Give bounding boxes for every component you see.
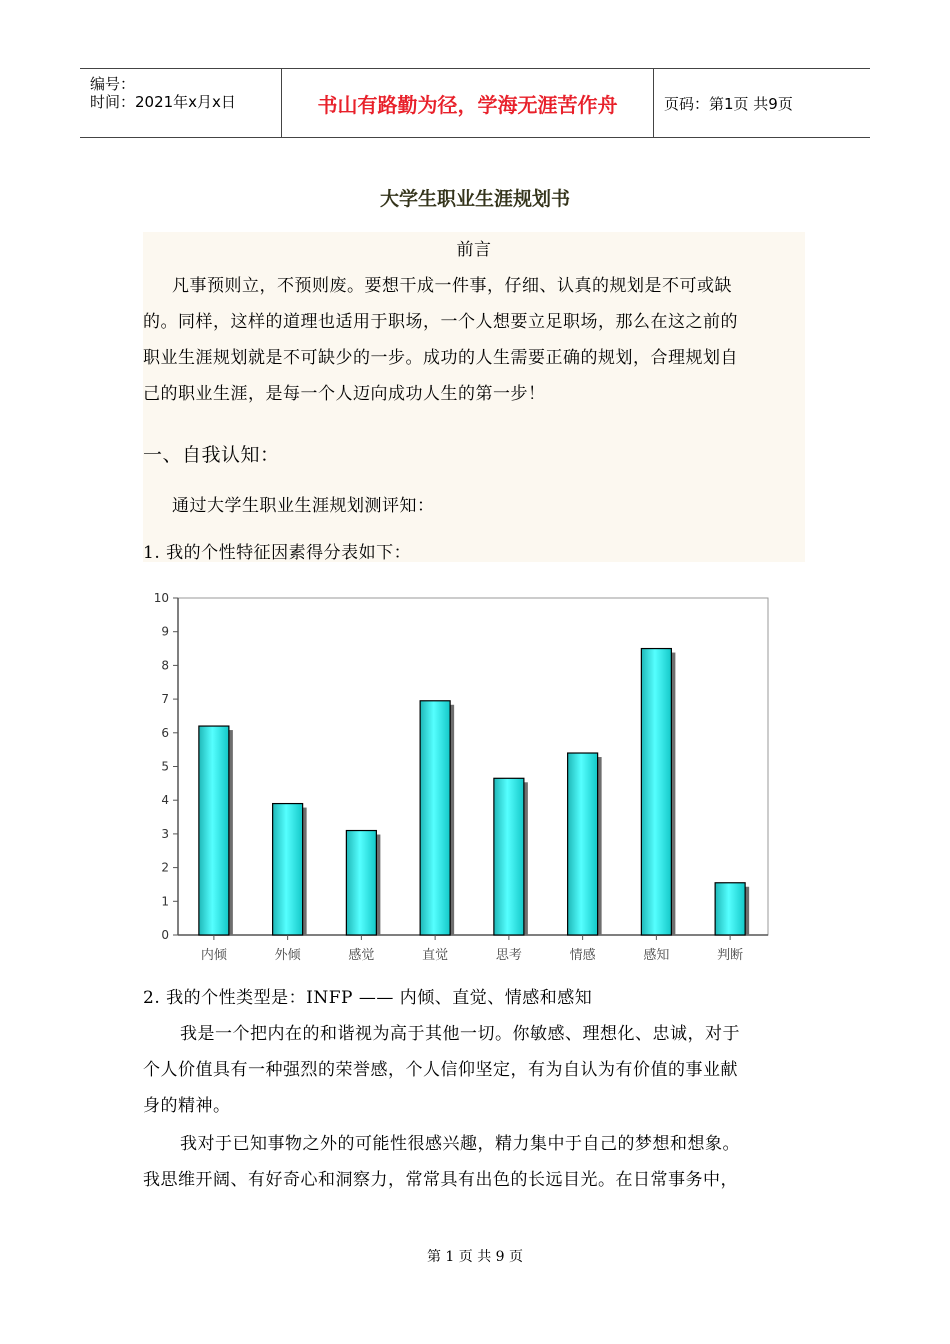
x-tick-label: 判断	[717, 948, 744, 963]
y-tick-label: 7	[161, 692, 169, 707]
x-tick-label: 外倾	[274, 948, 301, 963]
bar	[199, 726, 229, 935]
bar	[494, 778, 524, 935]
y-tick-label: 4	[161, 793, 169, 808]
x-tick-label: 内倾	[200, 948, 227, 963]
bar	[346, 831, 376, 935]
document-title: 大学生职业生涯规划书	[379, 188, 570, 210]
bar	[715, 883, 745, 935]
header-page-code: 页码：第1页 共9页	[664, 95, 793, 113]
preface-heading: 前言	[456, 240, 492, 260]
paragraph-line: 我对于已知事物之外的可能性很感兴趣，精力集中于自己的梦想和想象。	[180, 1134, 740, 1154]
y-tick-label: 10	[153, 591, 169, 605]
header-table	[80, 68, 870, 138]
y-tick-label: 6	[161, 725, 169, 740]
y-tick-label: 0	[161, 928, 169, 942]
trait-score-bar-chart	[140, 588, 780, 970]
y-tick-label: 9	[161, 624, 169, 639]
x-tick-label: 感觉	[348, 948, 375, 963]
list-item-2: 2. 我的个性类型是：INFP —— 内倾、直觉、情感和感知	[143, 988, 593, 1008]
preface-line: 凡事预则立，不预则废。要想干成一件事，仔细、认真的规划是不可或缺	[172, 276, 732, 296]
plot-area	[178, 598, 768, 935]
preface-line: 职业生涯规划就是不可缺少的一步。成功的人生需要正确的规划，合理规划自	[143, 348, 738, 368]
time-label: 时间：2021年x月x日	[90, 93, 236, 111]
bar	[273, 804, 303, 935]
preface-line: 的。同样，这样的道理也适用于职场，一个人想要立足职场，那么在这之前的	[143, 312, 738, 332]
y-tick-label: 2	[161, 860, 169, 875]
x-tick-label: 直觉	[422, 948, 449, 963]
x-tick-label: 感知	[643, 948, 670, 963]
paragraph-line: 我思维开阔、有好奇心和洞察力，常常具有出色的长远目光。在日常事务中，	[143, 1170, 738, 1190]
y-tick-label: 1	[161, 894, 169, 909]
bar	[420, 701, 450, 935]
list-item-1: 1. 我的个性特征因素得分表如下：	[143, 543, 412, 563]
x-tick-label: 思考	[495, 948, 522, 963]
page-footer: 第 1 页 共 9 页	[426, 1249, 524, 1265]
y-tick-label: 3	[161, 826, 169, 841]
header-divider	[653, 69, 654, 137]
header-motto: 书山有路勤为径，学海无涯苦作舟	[317, 92, 618, 117]
header-meta-cell	[80, 69, 280, 137]
paragraph-line: 身的精神。	[143, 1096, 231, 1116]
bar	[568, 753, 598, 935]
y-tick-label: 5	[161, 759, 169, 774]
section-intro: 通过大学生职业生涯规划测评知：	[172, 496, 435, 516]
x-tick-label: 情感	[569, 948, 596, 963]
y-tick-label: 8	[161, 658, 169, 673]
bar	[641, 649, 671, 935]
paragraph-line: 个人价值具有一种强烈的荣誉感，个人信仰坚定，有为自认为有价值的事业献	[143, 1060, 738, 1080]
paragraph-line: 我是一个把内在的和谐视为高于其他一切。你敏感、理想化、忠诚，对于	[180, 1024, 740, 1044]
number-label: 编号：	[90, 75, 136, 93]
section-heading: 一、自我认知：	[143, 444, 280, 466]
preface-line: 己的职业生涯，是每一个人迈向成功人生的第一步！	[143, 384, 546, 404]
